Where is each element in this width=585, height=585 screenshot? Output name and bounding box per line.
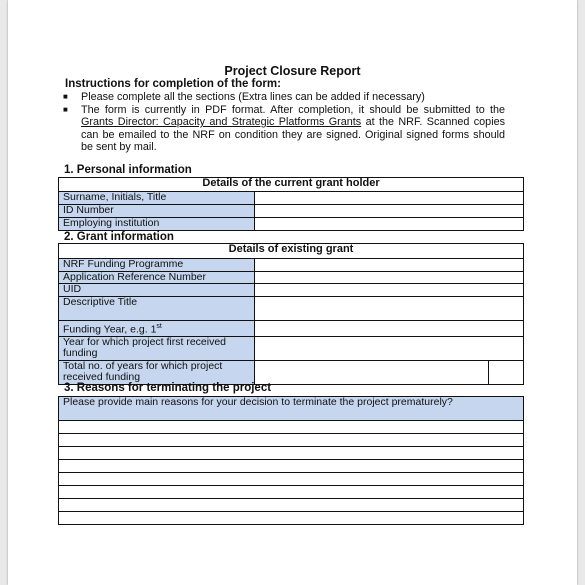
id-number-field[interactable] [255,205,524,218]
total-years-field[interactable] [255,360,489,384]
funding-programme-field[interactable] [255,259,524,272]
reasons-table [58,396,524,525]
section-heading-personal: 1. Personal information [64,164,192,176]
instruction-text: The form is currently in PDF format. After completion, it should be submitted to the [81,103,505,116]
reason-line[interactable] [59,499,524,512]
section-heading-grant: 2. Grant information [64,231,174,243]
bullet-icon: ■ [63,92,68,101]
reason-line[interactable] [59,434,524,447]
personal-info-table [58,177,524,231]
field-label: Employing institution [59,218,255,231]
funding-year-field[interactable] [255,320,524,336]
section-heading-reasons: 3. Reasons for terminating the project [64,382,272,394]
reason-line[interactable] [59,447,524,460]
field-label: Descriptive Title [59,296,255,320]
table-header: Details of the current grant holder [59,178,524,192]
field-label: Year for which project first received funding [59,336,255,360]
reason-line[interactable] [59,421,524,434]
descriptive-title-field[interactable] [255,296,524,320]
field-label: Total no. of years for which project received funding [59,360,255,384]
instruction-item [63,91,505,104]
field-label [59,320,255,336]
field-label: NRF Funding Programme [59,259,255,272]
field-label: Surname, Initials, Title [59,192,255,205]
instruction-text: Please complete all the sections (Extra lines can be added if necessary) [81,91,425,103]
instructions-list [63,91,505,154]
reasons-question: Please provide main reasons for your decision to terminate the project prematurely? [59,397,524,421]
reason-line[interactable] [59,473,524,486]
bullet-icon: ■ [63,104,68,114]
first-year-field[interactable] [255,336,524,360]
funding-year-label: Funding Year, e.g. 1 [63,323,157,335]
page-title: Project Closure Report [224,64,361,78]
instruction-text: at the NRF. Scanned copies can be emailed to the NRF on condition they are signed. Original signed forms should be sent by mail. [81,116,505,153]
total-years-count-field[interactable] [489,360,524,384]
institution-field[interactable] [255,218,524,231]
reference-number-field[interactable] [255,271,524,284]
surname-field[interactable] [255,192,524,205]
reason-line[interactable] [59,512,524,525]
field-label: ID Number [59,205,255,218]
field-label: Application Reference Number [59,271,255,284]
grant-info-table [58,243,524,385]
reason-line[interactable] [59,460,524,473]
instructions-heading: Instructions for completion of the form: [65,78,281,90]
superscript: st [156,322,162,330]
field-label: UID [59,284,255,297]
instruction-item [63,104,505,154]
uid-field[interactable] [255,284,524,297]
document-page [8,0,577,585]
table-header: Details of existing grant [59,244,524,259]
reason-line[interactable] [59,486,524,499]
grants-director-link[interactable]: Grants Director: Capacity and Strategic Platforms Grants [81,116,362,128]
